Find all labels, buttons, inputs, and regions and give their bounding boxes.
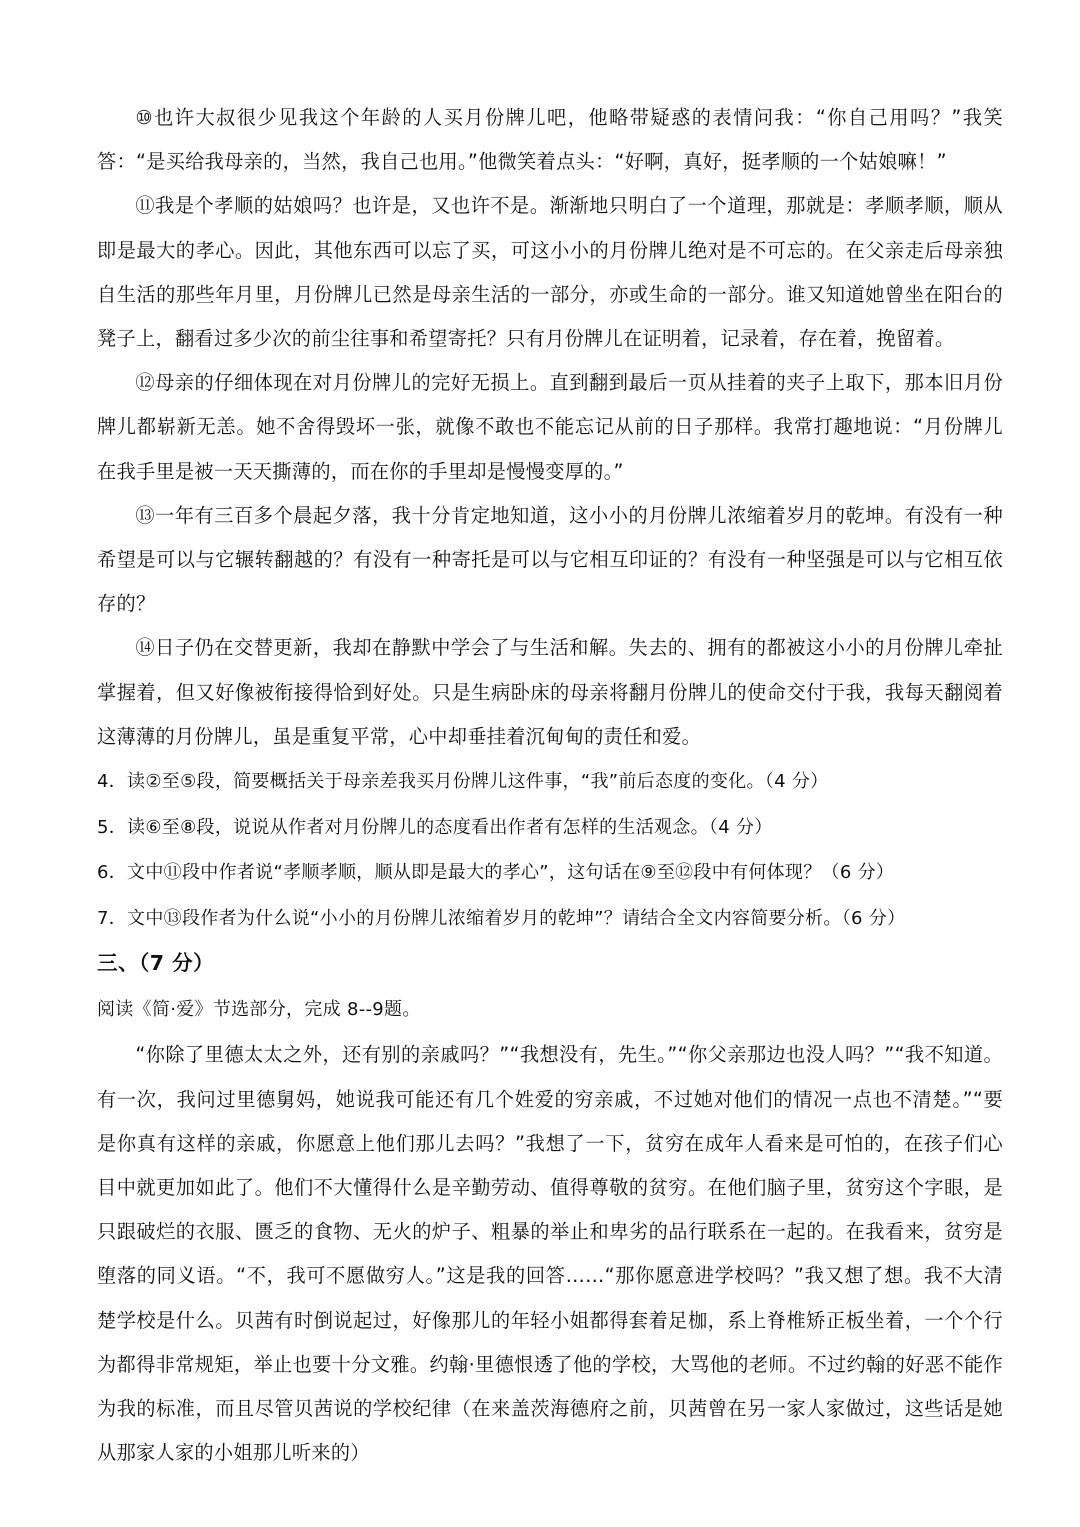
paragraph-14: ⑭日子仍在交替更新，我却在静默中学会了与生活和解。失去的、拥有的都被这小小的月份牌儿牵扯掌握着，但又好像被衔接得恰到好处。只是生病卧床的母亲将翻月份牌儿的使命交付于我，我每天翻阅着这薄薄的月份牌儿，虽是重复平常，心中却垂挂着沉甸甸的责任和爱。 — [97, 636, 1003, 748]
question-7: 7．文中⑬段作者为什么说“小小的月份牌儿浓缩着岁月的乾坤”？请结合全文内容简要分析。（6 分） — [97, 907, 906, 929]
paragraph-13: ⑬一年有三百多个晨起夕落，我十分肯定地知道，这小小的月份牌儿浓缩着岁月的乾坤。有没有一种希望是可以与它辗转翻越的？有没有一种寄托是可以与它相互印证的？有没有一种坚强是可以与它相互依存的？ — [97, 503, 1003, 616]
passage-calendar — [97, 96, 1003, 759]
section-heading: 三、（7 分） — [97, 951, 215, 976]
section-intro: 阅读《简·爱》节选部分，完成 8--9题。 — [97, 999, 421, 1021]
paragraph-12: ⑫母亲的仔细体现在对月份牌儿的完好无损上。直到翻到最后一页从挂着的夹子上取下，那本旧月份牌儿都崭新无恙。她不舍得毁坏一张，就像不敢也不能忘记从前的日子那样。我常打趣地说：“月份牌儿在我手里是被一天天撕薄的，而在你的手里却是慢慢变厚的。” — [97, 371, 1003, 483]
document-page — [97, 96, 1003, 1475]
paragraph-10: ⑩也许大叔很少见我这个年龄的人买月份牌儿吧，他略带疑惑的表情问我：“你自己用吗？”我笑答：“是买给我母亲的，当然，我自己也用。”他微笑着点头：“好啊，真好，挺孝顺的一个姑娘嘛！” — [97, 106, 1003, 174]
jane-eyre-excerpt: “你除了里德太太之外，还有别的亲戚吗？”“我想没有，先生。”“你父亲那边也没人吗？”“我不知道。有一次，我问过里德舅妈，她说我可能还有几个姓爱的穷亲戚，不过她对他们的情况一点也不清楚。”“要是你真有这样的亲戚，你愿意上他们那儿去吗？”我想了一下，贫穷在成年人看来是可怕的，在孩子们心目中就更加如此了。他们不大懂得什么是辛勤劳动、值得尊敬的贫穷。在他们脑子里，贫穷这个字眼，是只跟破烂的衣服、匮乏的食物、无火的炉子、粗暴的举止和卑劣的品行联系在一起的。在我看来，贫穷是堕落的同义语。“不，我可不愿做穷人。”这是我的回答……“那你愿意进学校吗？”我又想了想。我不大清楚学校是什么。贝茜有时倒说起过，好像那儿的年轻小姐都得套着足枷，系上脊椎矫正板坐着，一个个行为都得非常规矩，举止也要十分文雅。约翰·里德恨透了他的学校，大骂他的老师。不过约翰的好恶不能作为我的标准，而且尽管贝茜说的学校纪律（在来盖茨海德府之前，贝茜曾在另一家人家做过，这些话是她从那家人家的小姐那儿听来的） — [97, 1043, 1003, 1465]
question-4: 4．读②至⑤段，简要概括关于母亲差我买月份牌儿这件事，“我”前后态度的变化。（4 分） — [97, 771, 829, 793]
question-list — [97, 759, 1003, 941]
section-3 — [97, 941, 1003, 1475]
question-6: 6．文中⑪段中作者说“孝顺孝顺，顺从即是最大的孝心”，这句话在⑨至⑫段中有何体现？（6 分） — [97, 862, 895, 884]
paragraph-11: ⑪我是个孝顺的姑娘吗？也许是，又也许不是。渐渐地只明白了一个道理，那就是：孝顺孝顺，顺从即是最大的孝心。因此，其他东西可以忘了买，可这小小的月份牌儿绝对是不可忘的。在父亲走后母亲独自生活的那些年月里，月份牌儿已然是母亲生活的一部分，亦或生命的一部分。谁又知道她曾坐在阳台的凳子上，翻看过多少次的前尘往事和希望寄托？只有月份牌儿在证明着，记录着，存在着，挽留着。 — [97, 194, 1003, 351]
question-5: 5．读⑥至⑧段，说说从作者对月份牌儿的态度看出作者有怎样的生活观念。（4 分） — [97, 816, 773, 838]
